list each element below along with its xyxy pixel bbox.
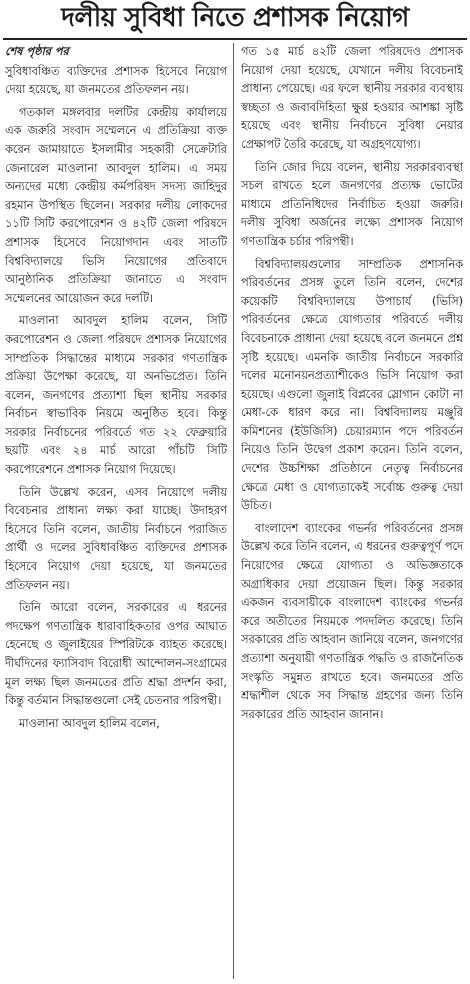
left-column: [5, 43, 227, 984]
left-paragraph-3: মাওলানা আবদুল হালিম বলেন, সিটি করপোরেশন ও জেলা পরিষদে প্রশাসক নিয়োগের সাম্প্রতিক সিদ্ধান্তের মাধ্যমে সরকার গণতান্ত্রিক প্রক্রিয়া উপেক্ষা করেছে, যা অনভিপ্রেত। তিনি বলেন, জনগণের প্রত্যাশা ছিল স্থানীয় সরকার নির্বাচন স্বাভাবিক নিয়মে অনুষ্ঠিত হবে। কিন্তু সরকার নির্বাচনের পরিবর্তে গত ২২ ফেব্রুয়ারি ছয়টি এবং ২৪ মার্চ আরো পাঁচটি সিটি করপোরেশনে প্রশাসক নিয়োগ দিয়েছে।: [5, 314, 227, 477]
left-paragraph-6: মাওলানা আবদুল হালিম বলেন,: [19, 716, 160, 730]
headline: দলীয় সুবিধা নিতে প্রশাসক নিয়োগ: [61, 3, 409, 33]
continued-from-label: শেষ পৃষ্ঠার পর: [5, 45, 69, 58]
right-paragraph-3: বিশ্ববিদ্যালয়গুলোর সাম্প্রতিক প্রশাসনিক পরিবর্তনের প্রসঙ্গ তুলে তিনি বলেন, দেশের কয়েকটি বিশ্ববিদ্যালয়ে উপাচার্য (ভিসি) পরিবর্তনের ক্ষেত্রে যোগ্যতার পরিবর্তে দলীয় বিবেচনাকে প্রাধান্য দেয়া হয়েছে বলে জনমনে প্রশ্ন সৃষ্টি হয়েছে। এমনকি জাতীয় নির্বাচনে সরকারি দলের মনোনয়নপ্রত্যাশীকেও ভিসি নিয়োগ করা হয়েছে। এগুলো জুলাই বিপ্লবের স্লোগান কোটা না মেধা-কে ধারণ করে না। বিশ্ববিদ্যালয় মঞ্জুরি কমিশনের (ইউজিসি) চেয়ারম্যান পদে পরিবর্তন নিয়েও তিনি উদ্বেগ প্রকাশ করেন। তিনি বলেন, দেশের উচ্চশিক্ষা প্রতিষ্ঠানে নেতৃত্ব নির্বাচনের ক্ষেত্রে মেধা ও যোগ্যতাকেই সর্বোচ্চ গুরুত্ব দেয়া উচিত।: [241, 257, 463, 513]
headline-rule: [3, 38, 467, 40]
left-paragraph-2: গতকাল মঙ্গলবার দলটির কেন্দ্রীয় কার্যালয়ে এক জরুরি সংবাদ সম্মেলনে এ প্রতিক্রিয়া ব্যক্ত করেন জামায়াতে ইসলামীর সহকারী সেক্রেটারি জেনারেল মাওলানা আবদুল হালিম। এ সময় অন্যদের মধ্যে কেন্দ্রীয় কর্মপরিষদ সদস্য জাহিদুর রহমান উপস্থিত ছিলেন। সরকার দলীয় লোকদের ১১টি সিটি করপোরেশন ও ৪২টি জেলা পরিষদে প্রশাসক হিসেবে নিয়োগদান এবং সাতটি বিশ্ববিদ্যালয়ে ভিসি নিয়োগের প্রতিবাদে আনুষ্ঠানিক প্রতিক্রিয়া জানাতে এ সংবাদ সম্মেলনের আয়োজন করে দলটি।: [5, 105, 227, 305]
left-paragraph-1: সুবিধাবঞ্চিত ব্যক্তিদের প্রশাসক হিসেবে নিয়োগ দেয়া হয়েছে, যা জনমতের প্রতিফলন নয়।: [5, 64, 227, 97]
right-paragraph-4: বাংলাদেশ ব্যাংকের গভর্নর পরিবর্তনের প্রসঙ্গ উল্লেখ করে তিনি বলেন, এ ধরনের গুরুত্বপূর্ণ পদে নিয়োগের ক্ষেত্রে যোগ্যতা ও অভিজ্ঞতাকে অগ্রাধিকার দেয়া প্রয়োজন ছিল। কিন্তু সরকার একজন ব্যবসায়ীকে বাংলাদেশ ব্যাংকের গভর্নর করে অতীতের নিয়মকে পদদলিত করেছে। তিনি সরকারের প্রতি আহবান জানিয়ে বলেন, জনগণের প্রত্যাশা অনুযায়ী গণতান্ত্রিক পদ্ধতি ও রাজনৈতিক সংস্কৃতি সমুন্নত রাখতে হবে। জনমতের প্রতি শ্রদ্ধাশীল থেকে সব সিদ্ধান্ত গ্রহণের জন্য তিনি সরকারের প্রতি আহবান জানান।: [241, 521, 463, 721]
left-paragraph-5: তিনি আরো বলেন, সরকারের এ ধরনের পদক্ষেপ গণতান্ত্রিক ধারাবাহিকতার ওপর আঘাত হেনেছে ও জুলাইয়ের স্পিরিটকে ব্যাহত করেছে। দীর্ঘদিনের ফ্যাসিবাদ বিরোধী আন্দোলন-সংগ্রামের মূল লক্ষ্য ছিল জনমতের প্রতি শ্রদ্ধা প্রদর্শন করা, কিন্তু বর্তমান সিদ্ধান্তগুলো সেই চেতনার পরিপন্থী।: [5, 601, 227, 708]
right-column: [241, 43, 463, 984]
right-paragraph-2: তিনি জোর দিয়ে বলেন, স্থানীয় সরকারব্যবস্থা সচল রাখতে হলে জনগণের প্রত্যক্ষ ভোটের মাধ্যমে প্রতিনিধিদের নির্বাচিত হওয়া জরুরি। দলীয় সুবিধা অর্জনের লক্ষ্যে প্রশাসক নিয়োগ গণতান্ত্রিক চর্চার পরিপন্থী।: [241, 160, 463, 248]
right-paragraph-1: গত ১৫ মার্চ ৪২টি জেলা পরিষদেও প্রশাসক নিয়োগ দেয়া হয়েছে, যেখানে দলীয় বিবেচনাই প্রাধান্য পেয়েছে। এর ফলে স্থানীয় সরকার ব্যবস্থায় স্বচ্ছতা ও জবাবদিহিতা ক্ষুণ্ণ হওয়ার আশঙ্কা সৃষ্টি হয়েছে এবং স্থানীয় নির্বাচনে সুবিধা নেয়ার প্রেক্ষাপট তৈরি করেছে, যা অগ্রহণযোগ্য।: [241, 45, 463, 151]
column-divider: [233, 43, 234, 979]
left-paragraph-4: তিনি উল্লেখ করেন, এসব নিয়োগে দলীয় বিবেচনার প্রাধান্য লক্ষ্য করা যাচ্ছে। উদাহরণ হিসেবে তিনি বলেন, জাতীয় নির্বাচনে পরাজিত প্রার্থী ও দলের সুবিধাবঞ্চিত ব্যক্তিদের প্রশাসক হিসেবে নিয়োগ দেয়া হয়েছে, যা জনমতের প্রতিফলন নয়।: [5, 485, 227, 592]
